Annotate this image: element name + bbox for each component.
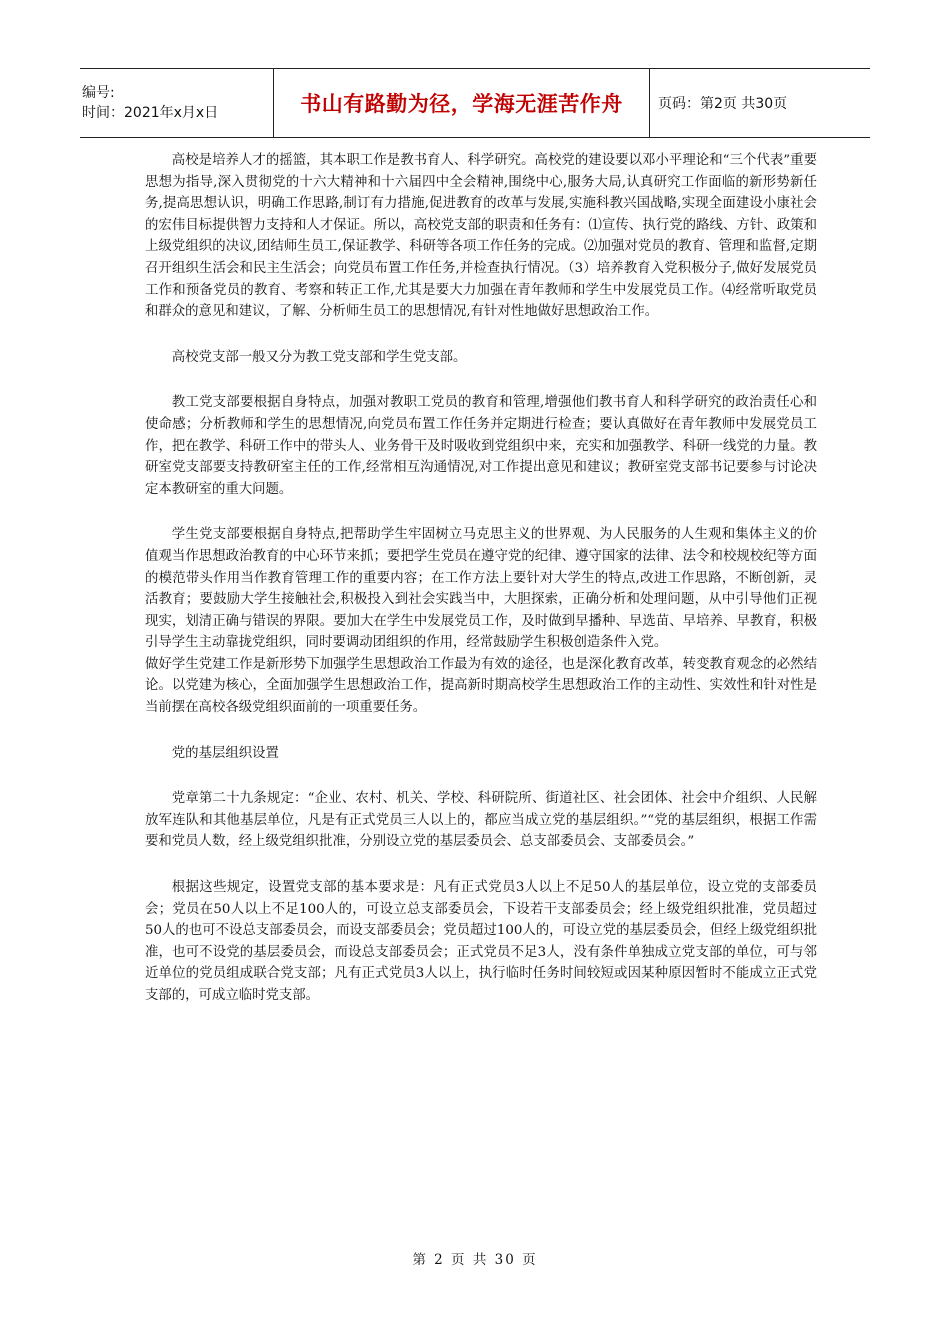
header-meta (80, 69, 274, 137)
paragraph-branch-requirements: 根据这些规定，设置党支部的基本要求是：凡有正式党员3人以上不足50人的基层单位，设立党的支部委员会；党员在50人以上不足100人的，可设立总支部委员会，下设若干支部委员会；经上级党组织批准，党员超过50人的也可不设总支部委员会，而设支部委员会；党员超过100人的，可设立党的基层委员会，但经上级党组织批准，也可不设党的基层委员会，而设总支部委员会；正式党员不足3人，没有条件单独成立党支部的单位，可与邻近单位的党员组成联合党支部；凡有正式党员3人以上，执行临时任务时间较短或因某种原因暂时不能成立正式党支部的，可成立临时党支部。 (145, 880, 817, 1003)
header-page-info: 页码：第2页 共30页 (658, 96, 788, 112)
paragraph-charter-article: 党章第二十九条规定：“企业、农村、机关、学校、科研院所、街道社区、社会团体、社会中介组织、人民解放军连队和其他基层单位，凡是有正式党员三人以上的，都应当成立党的基层组织。”“党的基层组织，根据工作需要和党员人数，经上级党组织批准，分别设立党的基层委员会、总支部委员会、支部委员会。” (145, 791, 817, 850)
header-page-info-cell (650, 69, 870, 137)
document-body (145, 150, 817, 1031)
doc-code-label: 编号: (82, 85, 115, 101)
paragraph-student-branch: 学生党支部要根据自身特点,把帮助学生牢固树立马克思主义的世界观、为人民服务的人生观和集体主义的价值观当作思想政治教育的中心环节来抓；要把学生党员在遵守党的纪律、遵守国家的法律、法令和校规校纪等方面的模范带头作用当作教育管理工作的重要内容；在工作方法上要针对大学生的特点,改进工作思路，不断创新，灵活教育；要鼓励大学生接触社会,积极投入到社会实践当中，大胆探索，正确分析和处理问题，从中引导他们正视现实，划清正确与错误的界限。要加大在学生中发展党员工作，及时做到早播种、早选苗、早培养、早教育，积极引导学生主动靠拢党组织，同时要调动团组织的作用，经常鼓励学生积极创造条件入党。 (145, 527, 817, 651)
doc-date-label: 时间：2021年x月x日 (82, 105, 219, 121)
header-motto-cell (274, 69, 650, 137)
page-footer: 第 2 页 共 30 页 (412, 1252, 538, 1268)
header-motto: 书山有路勤为径，学海无涯苦作舟 (300, 92, 623, 116)
page-header (80, 68, 870, 138)
paragraph-branch-types: 高校党支部一般又分为教工党支部和学生党支部。 (171, 349, 467, 365)
paragraph-duties: 高校是培养人才的摇篮，其本职工作是教书育人、科学研究。高校党的建设要以邓小平理论和“三个代表”重要思想为指导,深入贯彻党的十六大精神和十六届四中全会精神,围绕中心,服务大局,认真研究工作面临的新形势新任务,提高思想认识，明确工作思路,制订有力措施,促进教育的改革与发展,实施科教兴国战略,实现全面建设小康社会的宏伟目标提供智力支持和人才保证。所以，高校党支部的职责和任务有：⑴宣传、执行党的路线、方针、政策和上级党组织的决议,团结师生员工,保证教学、科研等各项工作任务的完成。⑵加强对党员的教育、管理和监督,定期召开组织生活会和民主生活会；向党员布置工作任务,并检查执行情况。（3）培养教育入党积极分子,做好发展党员工作和预备党员的教育、考察和转正工作,尤其是要大力加强在青年教师和学生中发展党员工作。⑷经常听取党员和群众的意见和建议，了解、分析师生员工的思想情况,有针对性地做好思想政治工作。 (145, 153, 817, 320)
paragraph-student-party-building: 做好学生党建工作是新形势下加强学生思想政治工作最为有效的途径，也是深化教育改革，转变教育观念的必然结论。以党建为核心，全面加强学生思想政治工作，提高新时期高校学生思想政治工作的主动性、实效性和针对性是当前摆在高校各级党组织面前的一项重要任务。 (145, 656, 817, 716)
section-heading-grassroots: 党的基层组织设置 (171, 745, 279, 761)
paragraph-faculty-branch: 教工党支部要根据自身特点，加强对教职工党员的教育和管理,增强他们教书育人和科学研究的政治责任心和使命感；分析教师和学生的思想情况,向党员布置工作任务并定期进行检查；要认真做好在青年教师中发展党员工作，把在教学、科研工作中的带头人、业务骨干及时吸收到党组织中来，充实和加强教学、科研一线党的力量。教研室党支部要支持教研室主任的工作,经常相互沟通情况,对工作提出意见和建议；教研室党支部书记要参与讨论决定本教研室的重大问题。 (145, 395, 817, 497)
